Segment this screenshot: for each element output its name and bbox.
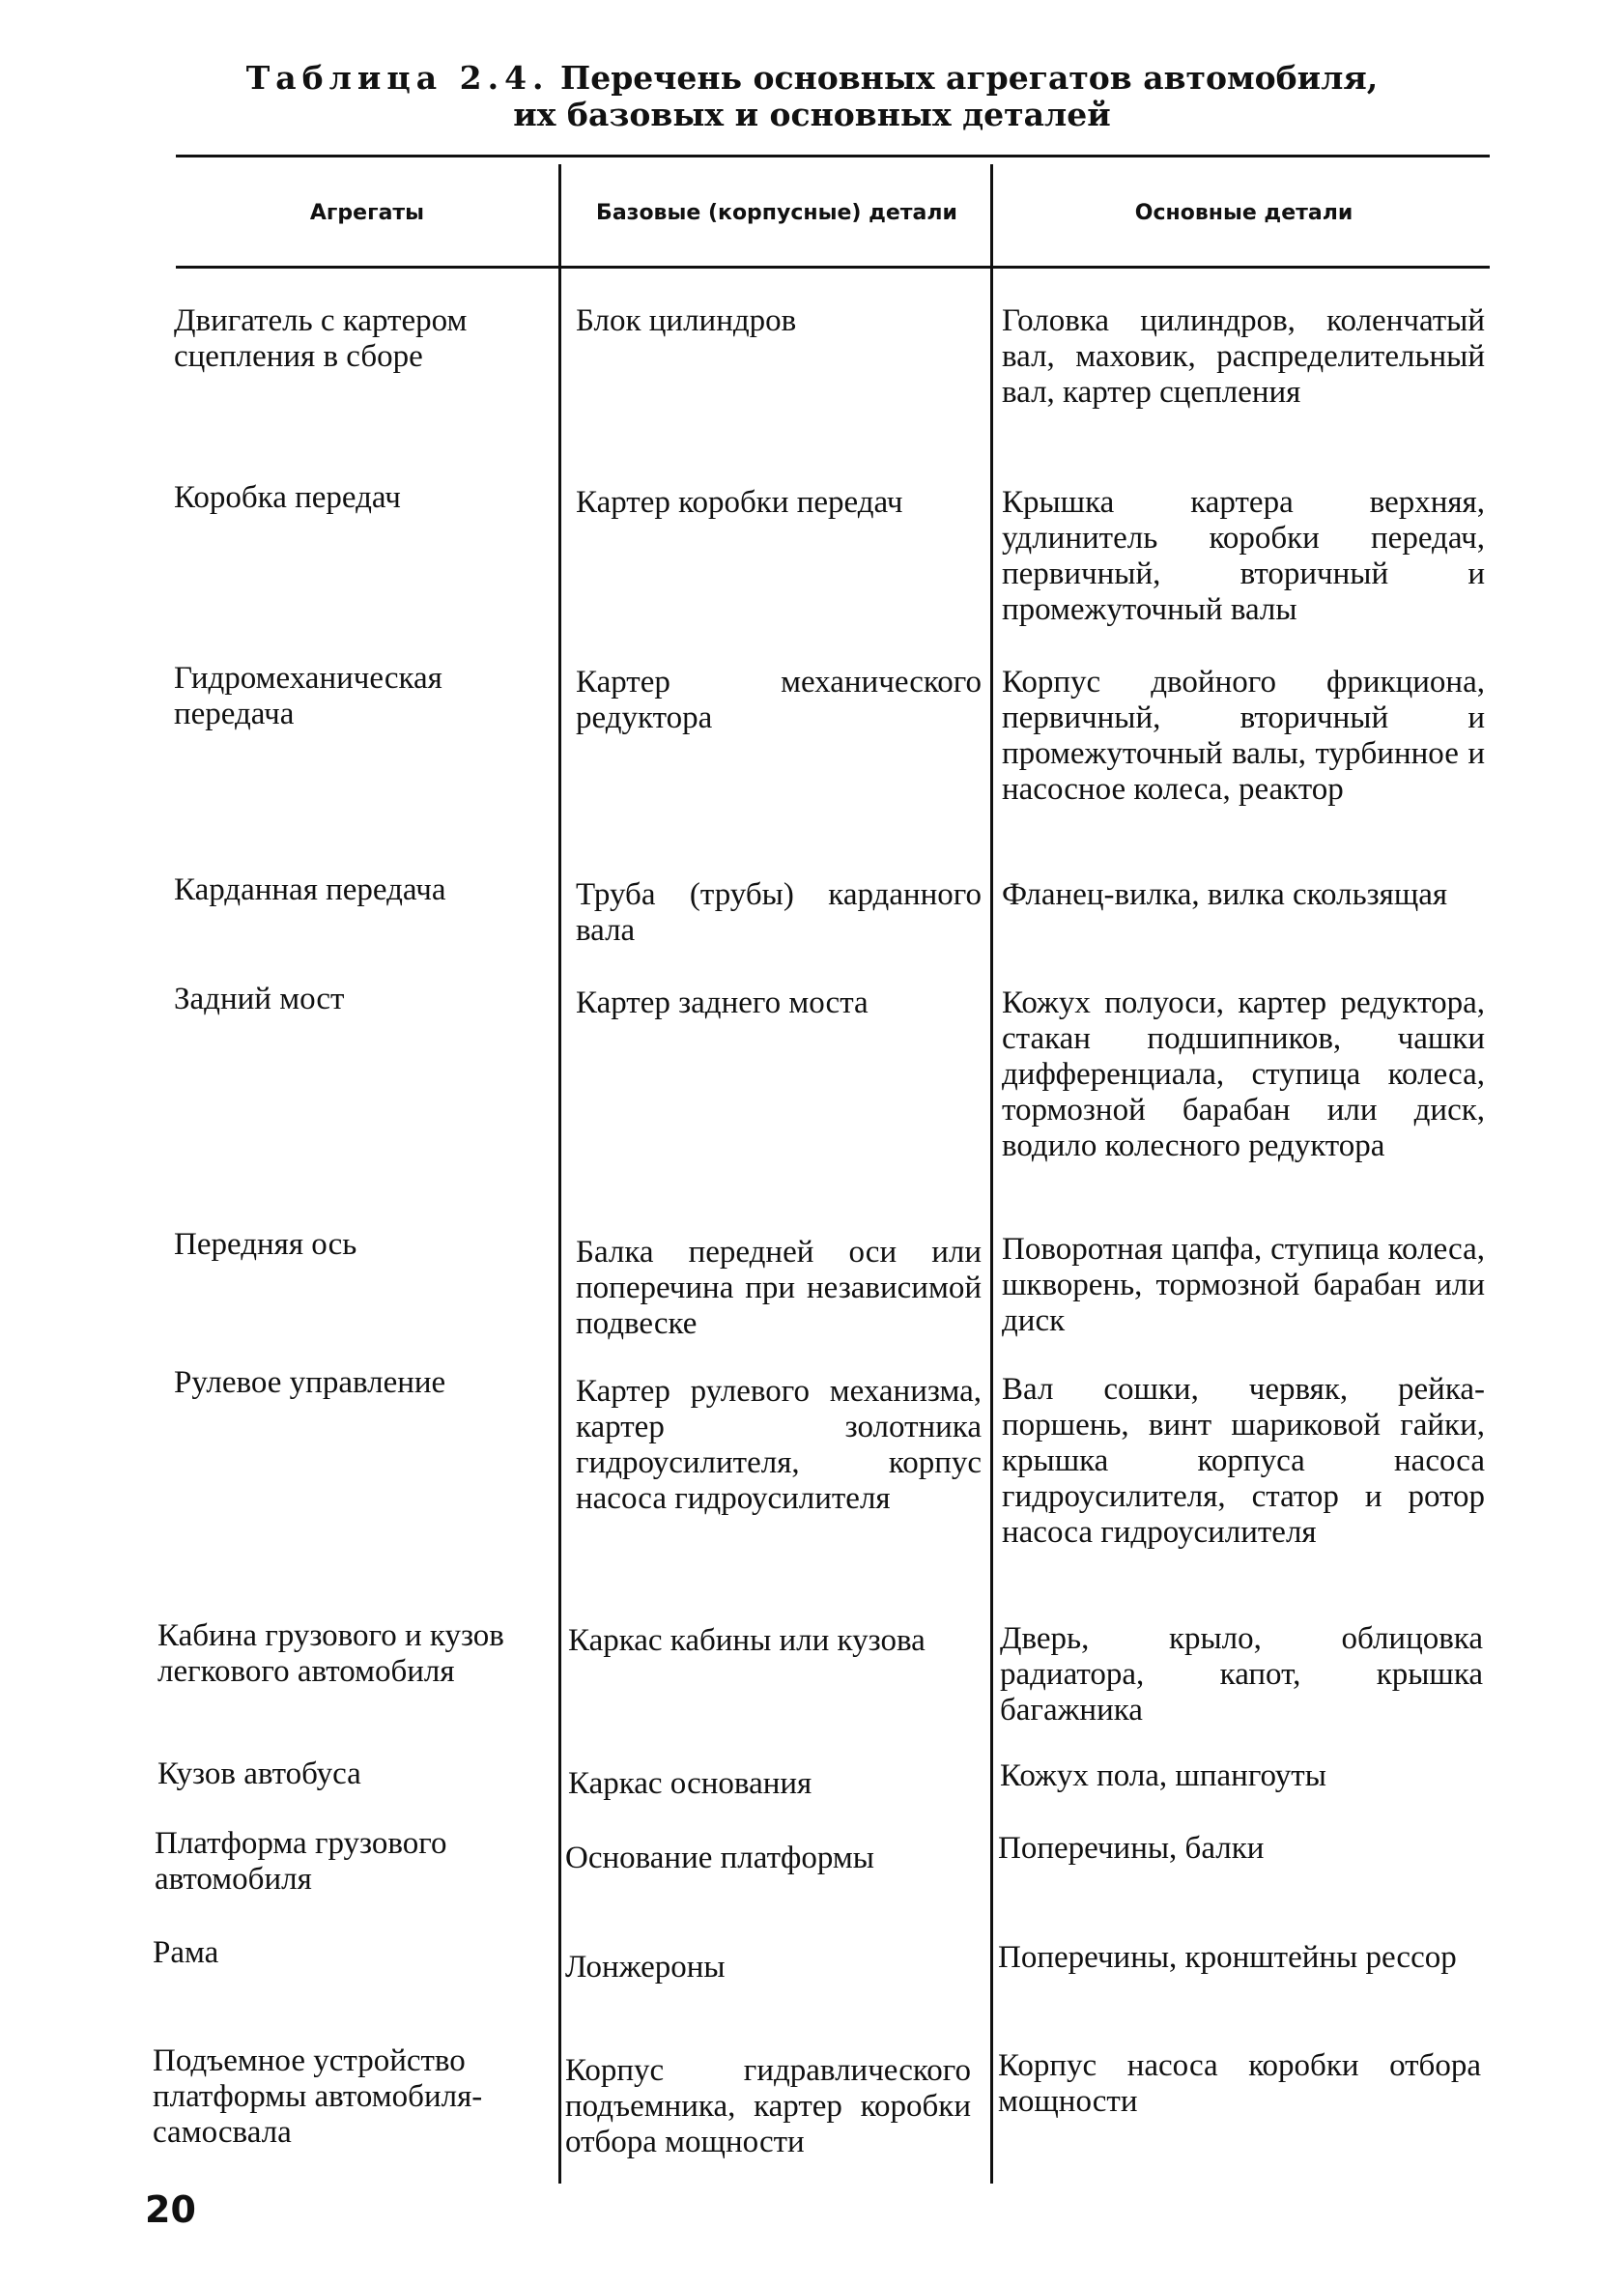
table-row-main: Кожух пола, шпангоуты — [1000, 1758, 1326, 1793]
table-row-unit: Карданная передача — [174, 872, 446, 907]
table-row-unit: Гидромеханическая передача — [174, 661, 442, 731]
table-row-main: Поперечины, кронштейны рессор — [998, 1940, 1457, 1975]
table-row-unit: Подъемное устройство платформы автомобиля-самосвала — [153, 2043, 483, 2150]
table-row-main: Фланец-вилка, вилка скользящая — [1002, 877, 1448, 912]
table-caption — [0, 60, 1624, 97]
table-row-main: Вал сошки, червяк, рейка-поршень, винт шариковой гайки, крышка корпуса насоса гидроусилителя, статор и ротор насоса гидроусилителя — [1002, 1372, 1485, 1550]
table-row-unit: Рама — [153, 1935, 219, 1970]
table-row-base: Картер заднего моста — [576, 985, 869, 1020]
table-row-base: Основание платформы — [565, 1841, 874, 1875]
header-units: Агрегаты — [309, 201, 425, 225]
table-row-base: Корпус гидравлического подъемника, картер коробки отбора мощности — [565, 2053, 971, 2159]
table-row-base: Картер механического редуктора — [576, 665, 982, 735]
table-caption-line2: их базовых и основных деталей — [513, 96, 1111, 133]
table-row-main: Поворотная цапфа, ступица колеса, шкворень, тормозной барабан или диск — [1002, 1232, 1485, 1338]
table-row-unit: Коробка передач — [174, 480, 401, 515]
table-row-base: Блок цилиндров — [576, 303, 797, 338]
table-row-unit: Двигатель с картером сцепления в сборе — [174, 303, 468, 374]
table-row-base: Каркас основания — [568, 1766, 812, 1801]
table-row-main: Головка цилиндров, коленчатый вал, маховик, распределительный вал, картер сцепления — [1002, 303, 1485, 410]
table-row-main: Поперечины, балки — [998, 1831, 1265, 1866]
table-row-base: Труба (трубы) карданного вала — [576, 877, 982, 948]
column-divider-2 — [990, 164, 993, 2184]
table-row-main: Дверь, крыло, облицовка радиатора, капот, крышка багажника — [1000, 1621, 1483, 1728]
top-rule — [176, 155, 1490, 157]
table-row-unit: Кабина грузового и кузов легкового автомобиля — [157, 1618, 504, 1689]
table-row-unit: Рулевое управление — [174, 1365, 446, 1400]
table-row-unit: Передняя ось — [174, 1227, 357, 1262]
table-row-base: Лонжероны — [565, 1950, 726, 1985]
table-row-base: Балка передней оси или поперечина при независимой подвеске — [576, 1235, 982, 1341]
table-row-unit: Задний мост — [174, 982, 345, 1016]
caption-prefix: Таблица 2.4. — [245, 59, 550, 97]
column-divider-1 — [558, 164, 561, 2184]
header-main-parts: Основные детали — [1134, 201, 1353, 225]
table-row-base: Каркас кабины или кузова — [568, 1623, 926, 1658]
table-row-unit: Платформа грузового автомобиля — [155, 1826, 447, 1897]
table-row-main: Корпус насоса коробки отбора мощности — [998, 2048, 1481, 2119]
table-row-main: Кожух полуоси, картер редуктора, стакан подшипников, чашки дифференциала, ступица колеса, тормозной барабан или диск, водило колесного редуктора — [1002, 985, 1485, 1163]
header-base-parts: Базовые (корпусные) детали — [596, 201, 957, 225]
page-number: 20 — [145, 2188, 196, 2231]
table-row-unit: Кузов автобуса — [157, 1757, 361, 1791]
table-row-base: Картер коробки передач — [576, 485, 903, 520]
table-row-main: Корпус двойного фрикциона, первичный, вторичный и промежуточный валы, турбинное и насосное колеса, реактор — [1002, 665, 1485, 807]
caption-line1: Перечень основных агрегатов автомобиля, — [560, 59, 1379, 97]
table-row-main: Крышка картера верхняя, удлинитель коробки передач, первичный, вторичный и промежуточный валы — [1002, 485, 1485, 627]
header-bottom-rule — [176, 266, 1490, 269]
table-row-base: Картер рулевого механизма, картер золотника гидроусилителя, корпус насоса гидроусилителя — [576, 1374, 982, 1516]
